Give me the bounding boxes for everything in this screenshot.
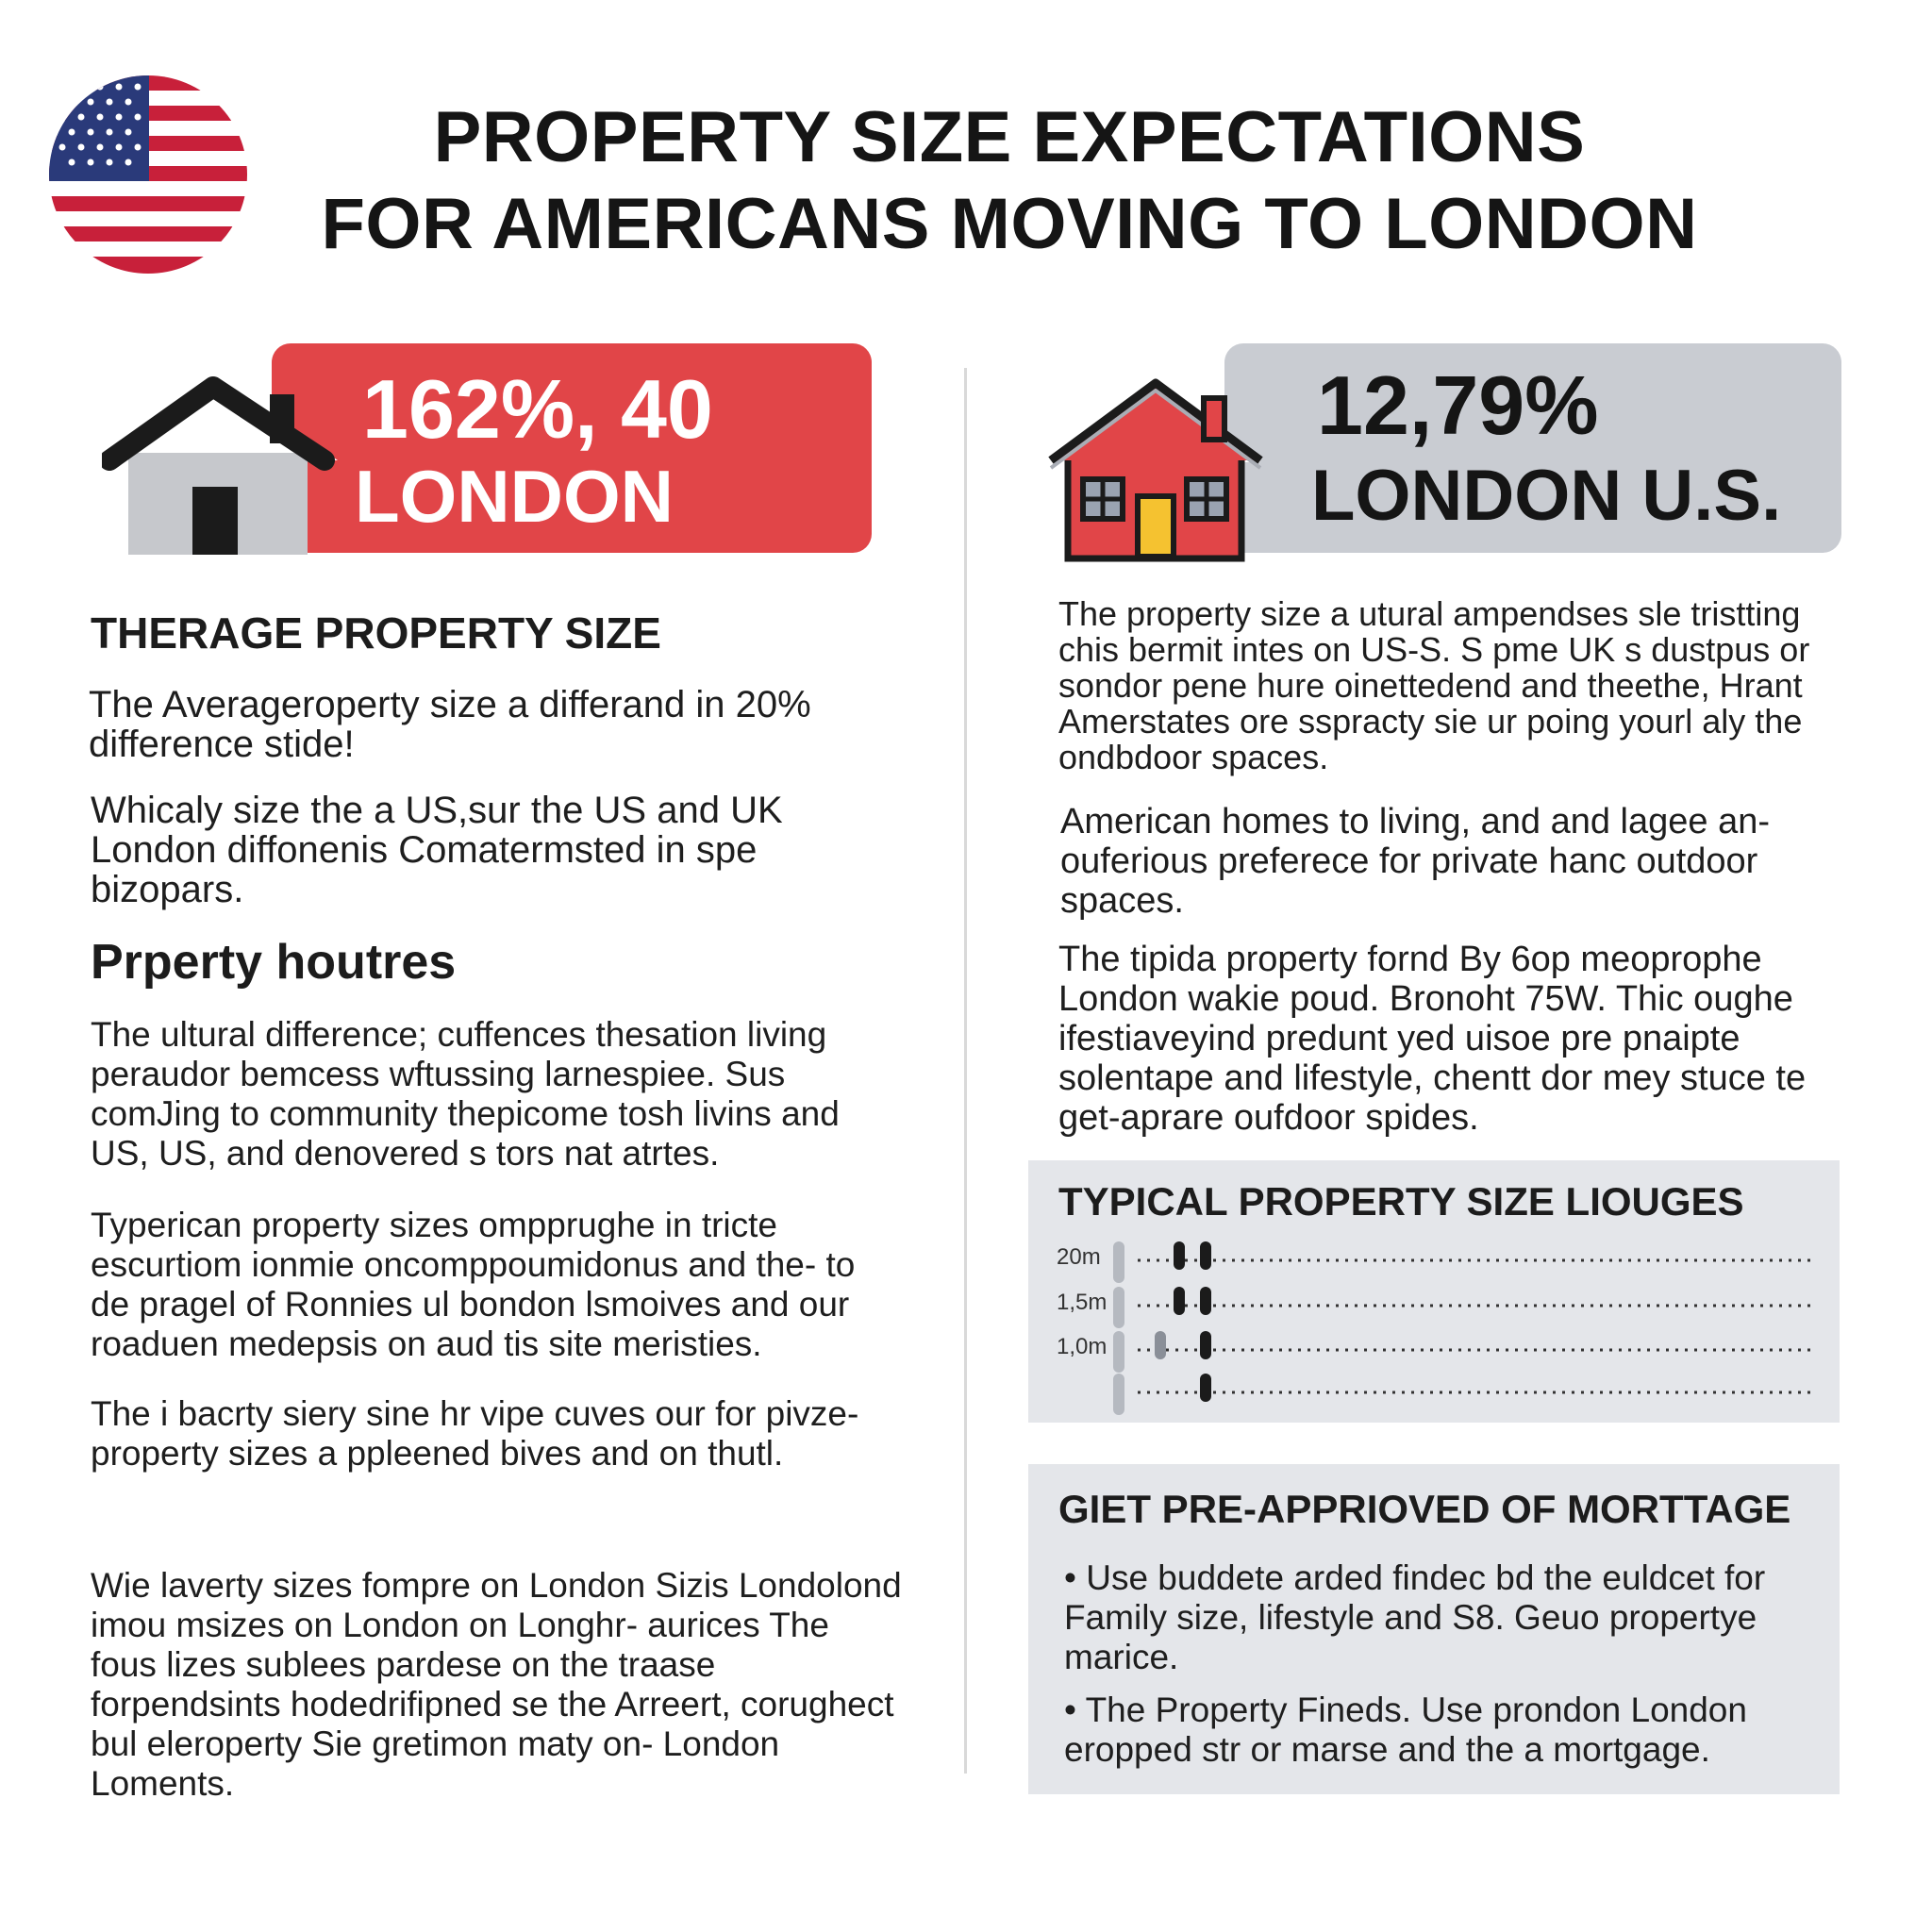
average-size-heading: THERAGE PROPERTY SIZE xyxy=(91,608,661,658)
left-paragraph-5: The i bacrty siery sine hr vipe cuves our for pivze- property sizes a ppleened bives and on thutl. xyxy=(91,1394,859,1473)
mortgage-bullet-1 xyxy=(1064,1558,1819,1677)
bullet-dot: • xyxy=(1064,1558,1087,1597)
chart-marker xyxy=(1155,1331,1166,1359)
left-paragraph-2: Whicaly size the a US,sur the US and UK London diffonenis Comatermsted in spe bizopars. xyxy=(91,790,783,910)
chart-marker xyxy=(1113,1241,1124,1283)
chart-marker xyxy=(1174,1241,1185,1270)
left-paragraph-6: Wie laverty sizes fompre on London Sizis Londolond imou msizes on London on Longhr- aurices The fous lizes sublees pardese on the traase forpendsints hodedrifipned se the Arreert, corughect bul eleroperty Sie gretimon maty on- London Loments. xyxy=(91,1566,902,1803)
property-heading: Prperty houtres xyxy=(91,935,457,990)
column-divider xyxy=(964,368,967,1774)
left-paragraph-3: The ultural difference; cuffences thesation living peraudor bemcess wftussing larnespiee. Sus comJing to community thepicome tosh livins and US, US, and denovered s tors nat atrtes. xyxy=(91,1015,840,1173)
property-size-chart-panel xyxy=(1028,1160,1840,1423)
bullet-dot: • xyxy=(1064,1690,1086,1729)
house-icon xyxy=(102,366,349,562)
chart-marker xyxy=(1200,1287,1211,1315)
chart-marker xyxy=(1113,1287,1124,1328)
chart-marker xyxy=(1200,1241,1211,1270)
left-paragraph-1: The Averageroperty size a differand in 20% difference stide! xyxy=(89,684,811,765)
chart-title: TYPICAL PROPERTY SIZE LIOUGES xyxy=(1058,1179,1744,1224)
mortgage-panel xyxy=(1028,1464,1840,1794)
london-stat-banner xyxy=(272,343,872,553)
mortgage-title: GIET PRE-APPRIOVED OF MORTTAGE xyxy=(1058,1487,1791,1531)
london-us-stat-banner xyxy=(1224,343,1841,553)
mortgage-bullet-2-text: The Property Fineds. Use prondon London eropped str or marse and the a mortgage. xyxy=(1064,1690,1747,1769)
title-line-2: FOR AMERICANS MOVING TO LONDON xyxy=(321,184,1698,264)
mortgage-bullet-1-text: Use buddete arded findec bd the euldcet for Family size, lifestyle and S8. Geuo propertye marice. xyxy=(1064,1558,1766,1676)
us-flag-icon xyxy=(49,75,247,274)
london-us-stat-label: LONDON U.S. xyxy=(1311,456,1782,536)
page-title xyxy=(245,94,1774,268)
red-house-icon xyxy=(1045,370,1266,562)
right-paragraph-3: The tipida property fornd By 6op meoprophe London wakie poud. Bronoht 75W. Thic oughe ifestiaveyind predunt yed uisoe pre pnaipte solentape and lifestyle, chentt dor mey stuce te get-aprare oufdoor spides. xyxy=(1058,940,1807,1138)
left-paragraph-4: Typerican property sizes ompprughe in tricte escurtiom ionmie oncomppoumidonus and the- to de pragel of Ronnies ul bondon lsmoives and our roaduen medepsis on aud tis site meristies. xyxy=(91,1206,856,1363)
chart-tick-label: 1,0m xyxy=(1057,1334,1108,1359)
mortgage-bullet-2 xyxy=(1064,1690,1819,1770)
london-stat-value: 162%, 40 xyxy=(362,362,713,456)
chart-marker xyxy=(1200,1374,1211,1402)
right-paragraph-2: American homes to living, and and lagee an- ouferious preferece for private hanc outdoor spaces. xyxy=(1060,802,1771,921)
chart-marker xyxy=(1113,1374,1124,1415)
london-stat-label: LONDON xyxy=(355,455,674,538)
chart-marker xyxy=(1174,1287,1185,1315)
title-line-1: PROPERTY SIZE EXPECTATIONS xyxy=(433,97,1586,177)
right-paragraph-1: The property size a utural ampendses sle tristting chis bermit intes on US-S. S pme UK s dustpus or sondor pene hure oinettedend and theethe, Hrant Amerstates ore sspracty sie ur poing yourl aly the ondbdoor spaces. xyxy=(1058,594,1810,776)
london-us-stat-value: 12,79% xyxy=(1317,358,1599,452)
chart-marker xyxy=(1113,1331,1124,1373)
chart-tick-label: 20m xyxy=(1057,1244,1101,1270)
dot-strip-chart xyxy=(1028,1236,1840,1423)
chart-tick-label: 1,5m xyxy=(1057,1290,1108,1315)
chart-marker xyxy=(1200,1331,1211,1359)
